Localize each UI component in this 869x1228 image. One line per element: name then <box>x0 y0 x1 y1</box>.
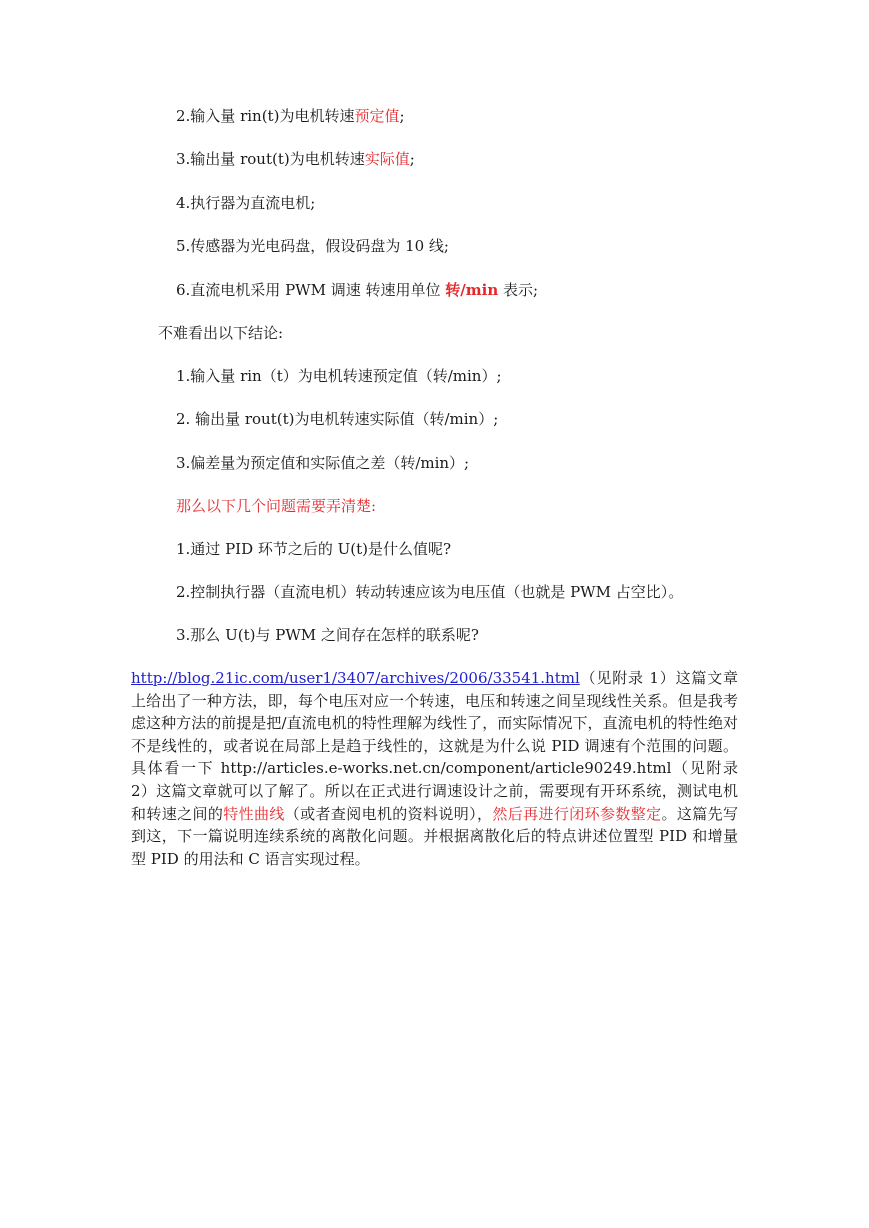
highlight-text: 然后再进行闭环参数整定 <box>492 804 662 823</box>
unit-highlight: 转/min <box>445 281 499 299</box>
list-item-actuator: 4.执行器为直流电机; <box>176 194 316 212</box>
list-item-input <box>176 106 405 126</box>
question-item: 3.那么 U(t)与 PWM 之间存在怎样的联系呢? <box>176 626 479 644</box>
conclusion-item: 2. 输出量 rout(t)为电机转速实际值（转/min）; <box>176 410 499 428</box>
text: （见附录 1）这篇文章上给出了一种方法，即，每个电压对应一个转速，电压和转速之间呈现线性关系。但是我考虑这种方法的前提是把/直流电机的特性理解为线性了，而实际情况下，直流电机的特性绝对不是线性的，或者说在局部上是趋于线性的，这就是为什么说 PID 调速有个范围的问题。具体看一下 http://articles.e-works.net.cn/component/article90249.html（见附录 2）这篇文章就可以了解了。所以在正式进行调速设计之前，需要现有开环系统，测试电机和转速之间的 <box>131 669 738 823</box>
text: （或者查阅电机的资料说明）， <box>284 804 493 823</box>
highlight-text: 预定值 <box>354 107 400 125</box>
text: 6.直流电机采用 PWM 调速 转速用单位 <box>176 281 446 299</box>
highlight-text: 特性曲线 <box>223 804 285 823</box>
list-item-output <box>176 149 415 169</box>
list-item-sensor: 5.传感器为光电码盘，假设码盘为 10 线; <box>176 237 449 255</box>
text: 。这篇先写到这，下一篇说明连续系统的离散化问题。并根据离散化后的特点讲述位置型 PID 和增量型 PID 的用法和 C 语言实现过程。 <box>131 804 738 868</box>
question-item: 2.控制执行器（直流电机）转动转速应该为电压值（也就是 PWM 占空比）。 <box>176 583 684 601</box>
question-item: 1.通过 PID 环节之后的 U(t)是什么值呢? <box>176 540 452 558</box>
conclusion-item: 3.偏差量为预定值和实际值之差（转/min）; <box>176 454 470 472</box>
body-paragraph <box>131 667 738 870</box>
text: ; <box>409 150 415 168</box>
questions-intro: 那么以下几个问题需要弄清楚: <box>176 497 377 515</box>
conclusion-intro: 不难看出以下结论: <box>158 324 284 342</box>
text: ; <box>399 107 405 125</box>
highlight-text: 实际值 <box>364 150 410 168</box>
text: 2.输入量 rin(t)为电机转速 <box>176 107 355 125</box>
conclusion-item: 1.输入量 rin（t）为电机转速预定值（转/min）; <box>176 367 502 385</box>
blog-link[interactable]: http://blog.21ic.com/user1/3407/archives/2006/33541.html <box>131 669 580 687</box>
text: 表示; <box>498 281 539 299</box>
list-item-pwm <box>176 280 538 300</box>
text: 3.输出量 rout(t)为电机转速 <box>176 150 365 168</box>
